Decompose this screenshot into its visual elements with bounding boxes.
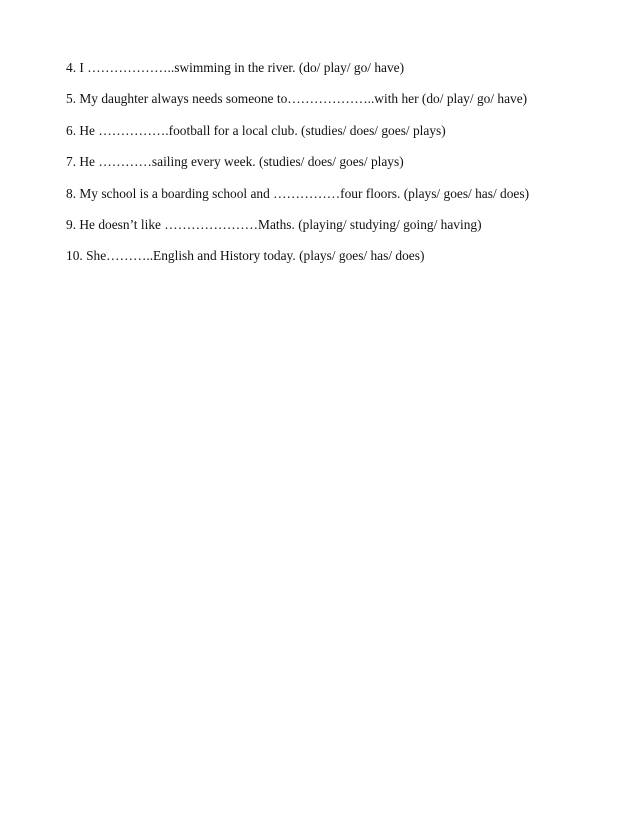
exercise-item-9: 9. He doesn’t like …………………Maths. (playing/ studying/ going/ having) (66, 216, 482, 232)
exercise-list (66, 59, 626, 279)
exercise-item-4: 4. I ………………..swimming in the river. (do/ play/ go/ have) (66, 60, 405, 75)
exercise-item-8: 8. My school is a boarding school and ……………four floors. (plays/ goes/ has/ does) (66, 185, 530, 201)
exercise-item-7: 7. He …………sailing every week. (studies/ does/ goes/ plays) (66, 154, 404, 170)
exercise-item-6: 6. He …………….football for a local club. (studies/ does/ goes/ plays) (66, 122, 446, 138)
exercise-item-5: 5. My daughter always needs someone to………………..with her (do/ play/ go/ have) (66, 91, 528, 107)
exercise-item-10: 10. She………..English and History today. (plays/ goes/ has/ does) (66, 248, 425, 264)
